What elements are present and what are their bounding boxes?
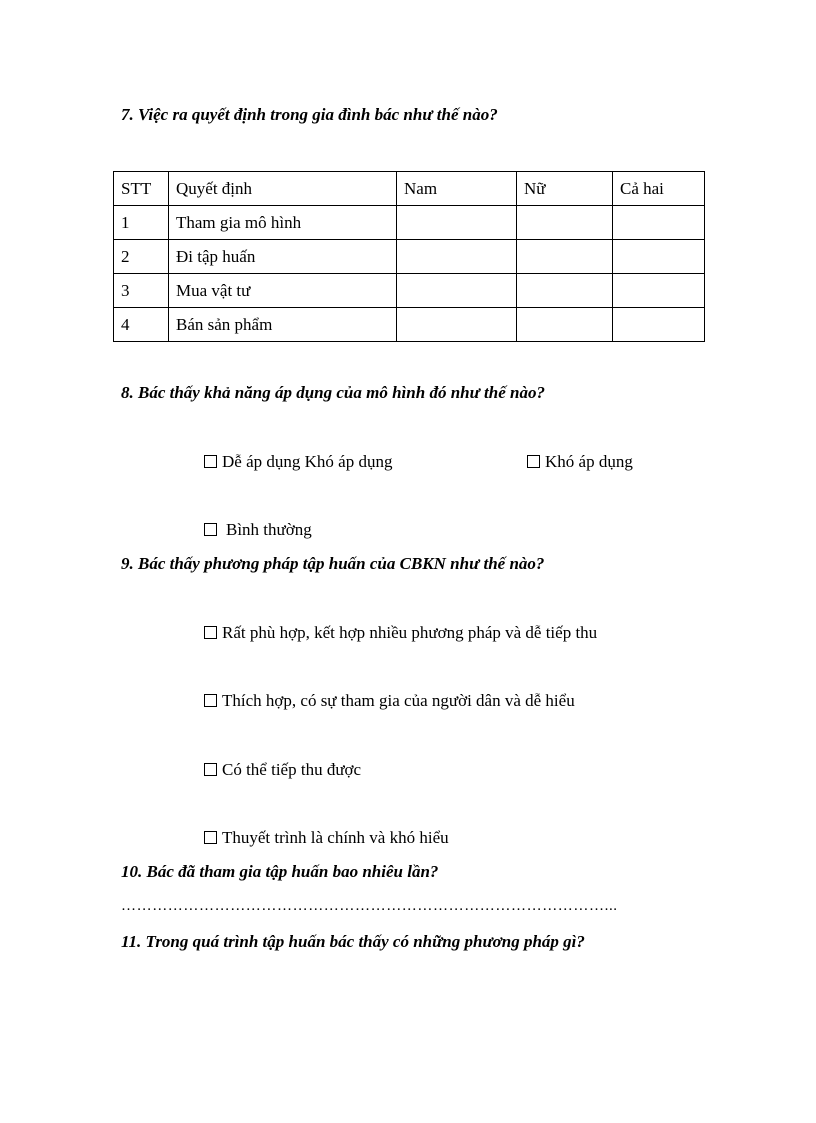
cell-male[interactable] xyxy=(397,206,517,240)
cell-both[interactable] xyxy=(613,308,705,342)
question-11-title: 11. Trong quá trình tập huấn bác thấy có những phương pháp gì? xyxy=(121,932,585,951)
checkbox-icon[interactable] xyxy=(204,626,217,639)
cell-male[interactable] xyxy=(397,308,517,342)
checkbox-icon[interactable] xyxy=(204,523,217,536)
question-7-title: 7. Việc ra quyết định trong gia đình bác như thế nào? xyxy=(121,105,498,124)
row-decision: Đi tập huấn xyxy=(169,240,397,274)
cell-female[interactable] xyxy=(517,308,613,342)
q8-option-easy-label: Dễ áp dụng Khó áp dụng xyxy=(222,452,393,471)
cell-both[interactable] xyxy=(613,274,705,308)
row-decision: Tham gia mô hình xyxy=(169,206,397,240)
checkbox-icon[interactable] xyxy=(204,763,217,776)
checkbox-icon[interactable] xyxy=(204,831,217,844)
table-row xyxy=(114,308,705,342)
q8-option-hard[interactable] xyxy=(527,452,633,472)
cell-male[interactable] xyxy=(397,274,517,308)
q9-option-4-label: Thuyết trình là chính và khó hiểu xyxy=(222,828,449,847)
question-9-title: 9. Bác thấy phương pháp tập huấn của CBKN như thế nào? xyxy=(121,554,545,573)
header-female: Nữ xyxy=(517,172,613,206)
cell-female[interactable] xyxy=(517,240,613,274)
q10-answer-line[interactable]: …………………………………………………………………………………... xyxy=(121,898,618,914)
decision-table xyxy=(113,171,705,342)
q8-option-easy[interactable] xyxy=(204,452,392,472)
row-number: 1 xyxy=(114,206,169,240)
question-10-title: 10. Bác đã tham gia tập huấn bao nhiêu lần? xyxy=(121,862,439,881)
q9-option-3[interactable] xyxy=(204,760,361,780)
q9-option-2-label: Thích hợp, có sự tham gia của người dân và dễ hiểu xyxy=(222,691,575,710)
cell-both[interactable] xyxy=(613,240,705,274)
table-row xyxy=(114,274,705,308)
header-decision: Quyết định xyxy=(169,172,397,206)
checkbox-icon[interactable] xyxy=(204,455,217,468)
question-8-title: 8. Bác thấy khả năng áp dụng của mô hình đó như thế nào? xyxy=(121,383,545,402)
row-decision: Bán sản phẩm xyxy=(169,308,397,342)
checkbox-icon[interactable] xyxy=(204,694,217,707)
row-decision: Mua vật tư xyxy=(169,274,397,308)
table-header-row xyxy=(114,172,705,206)
q8-option-hard-label: Khó áp dụng xyxy=(545,452,633,471)
q9-option-4[interactable] xyxy=(204,828,449,848)
q9-option-1-label: Rất phù hợp, kết hợp nhiều phương pháp và dễ tiếp thu xyxy=(222,623,598,642)
header-both: Cả hai xyxy=(613,172,705,206)
cell-both[interactable] xyxy=(613,206,705,240)
row-number: 3 xyxy=(114,274,169,308)
table-row xyxy=(114,206,705,240)
cell-female[interactable] xyxy=(517,274,613,308)
q9-option-3-label: Có thể tiếp thu được xyxy=(222,760,362,779)
header-male: Nam xyxy=(397,172,517,206)
cell-female[interactable] xyxy=(517,206,613,240)
checkbox-icon[interactable] xyxy=(527,455,540,468)
q8-option-normal[interactable] xyxy=(204,520,312,540)
row-number: 2 xyxy=(114,240,169,274)
table-row xyxy=(114,240,705,274)
row-number: 4 xyxy=(114,308,169,342)
q9-option-1[interactable] xyxy=(204,623,597,643)
q8-option-normal-label: Bình thường xyxy=(226,520,312,539)
q9-option-2[interactable] xyxy=(204,691,575,711)
header-stt: STT xyxy=(114,172,169,206)
cell-male[interactable] xyxy=(397,240,517,274)
